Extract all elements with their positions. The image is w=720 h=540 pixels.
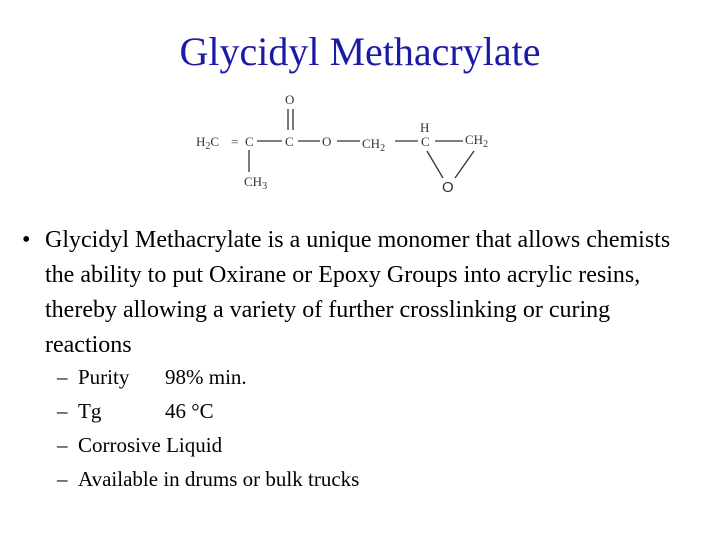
structure-top-oxygen: O xyxy=(285,92,295,107)
sub-bullet-list xyxy=(57,360,657,496)
purity-value: 98% min. xyxy=(165,365,247,389)
structure-epoxy-oxygen: O xyxy=(442,179,454,196)
list-item xyxy=(57,462,657,496)
dash-marker: – xyxy=(57,467,68,491)
list-item xyxy=(57,360,657,394)
dash-marker: – xyxy=(57,399,68,423)
structure-ch2: $CH_2$ xyxy=(362,136,386,154)
structure-ch3: $CH_3$ xyxy=(244,174,268,192)
structure-carbonyl-carbon: C xyxy=(285,134,294,149)
bond-ring-right xyxy=(455,151,474,178)
tg-value: 46 °C xyxy=(165,399,214,423)
list-item xyxy=(57,428,657,462)
corrosive-label: Corrosive Liquid xyxy=(78,433,223,457)
structure-h2c: $H_2C$ xyxy=(196,134,220,152)
slide-title: Glycidyl Methacrylate xyxy=(179,29,541,74)
dash-marker: – xyxy=(57,433,68,457)
structure-ring-carbon: C xyxy=(421,134,430,149)
bond-ring-left xyxy=(427,151,443,178)
structure-alpha-carbon: C xyxy=(245,134,254,149)
structure-equals: = xyxy=(231,134,239,149)
structure-hydrogen: H xyxy=(420,120,430,135)
list-item xyxy=(57,394,657,428)
bullet-marker: • xyxy=(22,227,31,253)
chemical-structure-diagram xyxy=(180,88,510,198)
bullet-text: Glycidyl Methacrylate is a unique monomer that allows chemists the ability to put Oxirane or Epoxy Groups into acrylic resins, thereby allowing a variety of further crosslinking or curing reactions xyxy=(45,227,671,358)
purity-label: Purity xyxy=(78,365,130,389)
structure-ester-oxygen: O xyxy=(322,134,332,149)
main-bullet xyxy=(22,223,702,363)
dash-marker: – xyxy=(57,365,68,389)
availability-label: Available in drums or bulk trucks xyxy=(78,467,360,491)
structure-ring-ch2: $CH_2$ xyxy=(465,132,489,150)
tg-label: Tg xyxy=(78,399,102,423)
